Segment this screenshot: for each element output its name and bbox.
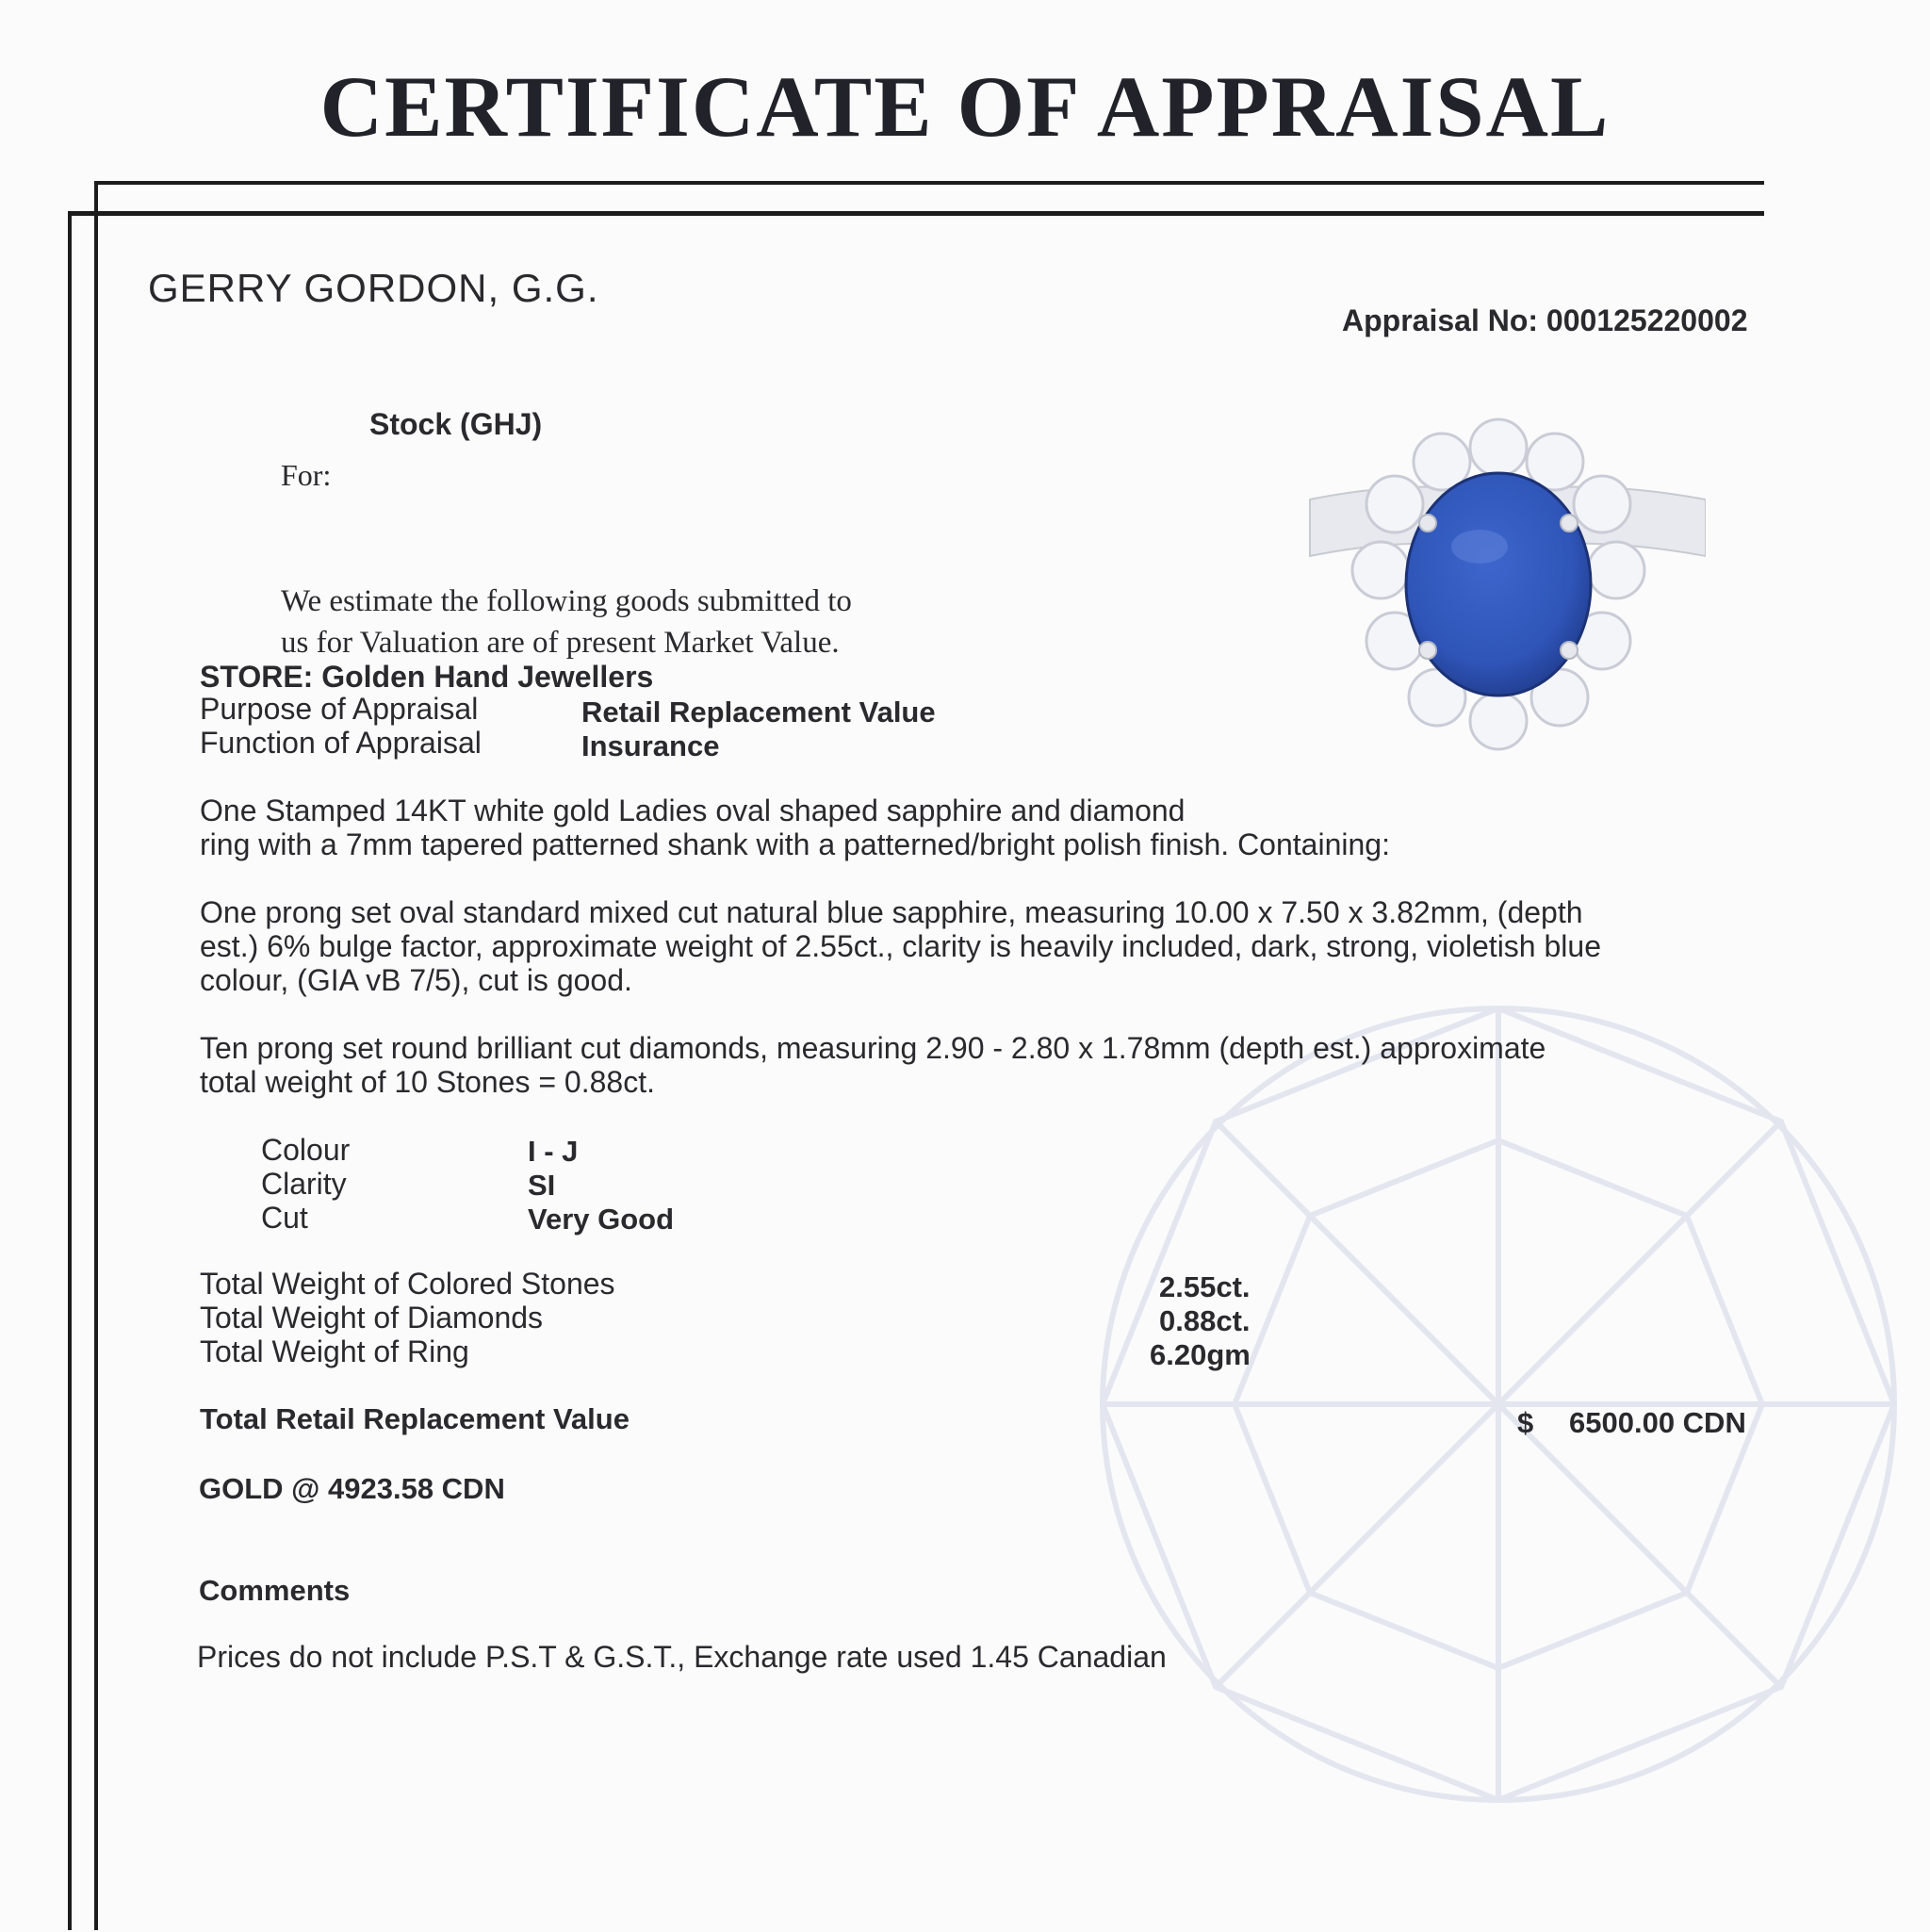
description-line-1: One Stamped 14KT white gold Ladies oval shaped sapphire and diamond [200, 794, 1186, 827]
clarity-label: Clarity [261, 1167, 347, 1201]
left-border-outer [68, 211, 72, 1930]
sapphire-line-2: est.) 6% bulge factor, approximate weight of 2.55ct., clarity is heavily included, dark, strong, violetish blue [200, 929, 1601, 963]
function-label: Function of Appraisal [200, 726, 482, 760]
comments-label: Comments [199, 1574, 351, 1607]
top-border-outer [96, 181, 1764, 185]
purpose-label: Purpose of Appraisal [200, 692, 479, 726]
diamonds-line-2: total weight of 10 Stones = 0.88ct. [200, 1065, 655, 1099]
retail-amount: 6500.00 CDN [1569, 1406, 1746, 1439]
total-ring-value: 6.20gm [1150, 1338, 1251, 1371]
for-label: For: [281, 458, 332, 492]
purpose-value: Retail Replacement Value [581, 696, 936, 729]
cut-label: Cut [261, 1201, 308, 1235]
total-colored-value: 2.55ct. [1159, 1270, 1251, 1303]
function-value: Insurance [581, 729, 720, 762]
total-diamonds-value: 0.88ct. [1159, 1304, 1251, 1337]
page-title: CERTIFICATE OF APPRAISAL [319, 58, 1611, 155]
top-border-inner [68, 211, 1764, 216]
retail-label: Total Retail Replacement Value [200, 1402, 630, 1435]
total-colored-label: Total Weight of Colored Stones [200, 1267, 615, 1301]
sapphire-line-3: colour, (GIA vB 7/5), cut is good. [200, 963, 632, 997]
colour-value: I - J [528, 1135, 579, 1168]
total-diamonds-label: Total Weight of Diamonds [200, 1301, 544, 1334]
total-ring-label: Total Weight of Ring [200, 1334, 469, 1368]
gold-price: GOLD @ 4923.58 CDN [199, 1472, 505, 1505]
left-border-inner [94, 181, 98, 1930]
appraisal-number: Appraisal No: 000125220002 [1342, 303, 1748, 337]
sapphire-ring-image [1291, 415, 1706, 773]
intro-line-1: We estimate the following goods submitted to [281, 584, 852, 618]
intro-line-2: us for Valuation are of present Market Value. [281, 626, 840, 660]
diamond-watermark-icon [1084, 952, 1913, 1932]
diamonds-line-1: Ten prong set round brilliant cut diamonds, measuring 2.90 - 2.80 x 1.78mm (depth est.) approximate [200, 1031, 1546, 1065]
sapphire-line-1: One prong set oval standard mixed cut natural blue sapphire, measuring 10.00 x 7.50 x 3.82mm, (depth [200, 895, 1583, 929]
colour-label: Colour [261, 1133, 351, 1167]
clarity-value: SI [528, 1169, 556, 1202]
description-line-2: ring with a 7mm tapered patterned shank with a patterned/bright polish finish. Containing: [200, 827, 1390, 861]
comments-text: Prices do not include P.S.T & G.S.T., Exchange rate used 1.45 Canadian [197, 1640, 1167, 1674]
cut-value: Very Good [528, 1203, 675, 1236]
store-line: STORE: Golden Hand Jewellers [200, 660, 654, 694]
retail-currency: $ [1517, 1406, 1534, 1439]
client-name: Stock (GHJ) [369, 407, 543, 441]
appraiser-name: GERRY GORDON, G.G. [148, 266, 599, 310]
